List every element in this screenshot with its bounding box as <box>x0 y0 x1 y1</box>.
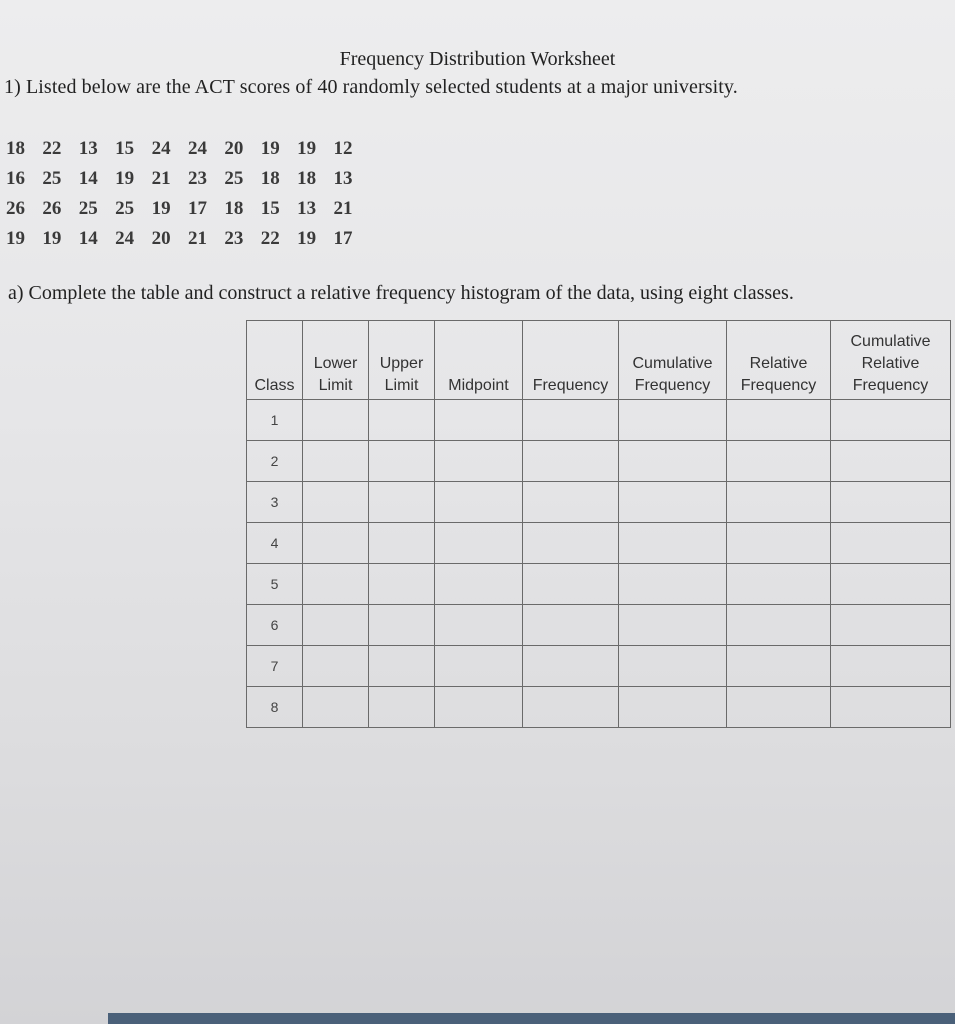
score-value: 18 <box>224 198 244 219</box>
blank-answer-cell[interactable] <box>523 441 619 482</box>
score-value: 20 <box>224 138 244 159</box>
score-value: 13 <box>297 198 317 219</box>
frequency-distribution-table <box>246 320 951 728</box>
score-value: 25 <box>115 198 135 219</box>
score-value: 25 <box>224 168 244 189</box>
blank-answer-cell[interactable] <box>831 687 951 728</box>
column-header-text: Upper <box>379 355 424 372</box>
score-value: 21 <box>187 228 207 249</box>
column-header <box>435 321 523 400</box>
column-header-text: Lower <box>313 355 358 372</box>
column-header <box>247 321 303 400</box>
class-number-cell: 6 <box>247 605 303 646</box>
column-header-text: Relative <box>749 355 808 372</box>
column-header-text: Frequency <box>740 377 817 394</box>
score-value: 18 <box>297 168 317 189</box>
column-header <box>523 321 619 400</box>
blank-answer-cell[interactable] <box>523 605 619 646</box>
score-value: 24 <box>187 138 207 159</box>
blank-answer-cell[interactable] <box>727 605 831 646</box>
blank-answer-cell[interactable] <box>619 646 727 687</box>
blank-answer-cell[interactable] <box>369 400 435 441</box>
score-value: 13 <box>78 138 98 159</box>
score-value: 19 <box>42 228 62 249</box>
score-value: 21 <box>151 168 171 189</box>
blank-answer-cell[interactable] <box>727 564 831 605</box>
score-value: 15 <box>260 198 280 219</box>
score-value: 19 <box>151 198 171 219</box>
blank-answer-cell[interactable] <box>435 400 523 441</box>
score-row <box>6 134 370 164</box>
table-row <box>247 400 951 441</box>
blank-answer-cell[interactable] <box>619 564 727 605</box>
blank-answer-cell[interactable] <box>303 441 369 482</box>
blank-answer-cell[interactable] <box>619 482 727 523</box>
table-row <box>247 523 951 564</box>
blank-answer-cell[interactable] <box>523 482 619 523</box>
worksheet-title <box>0 48 955 71</box>
blank-answer-cell[interactable] <box>523 564 619 605</box>
class-number-cell: 5 <box>247 564 303 605</box>
column-header-text: Limit <box>384 377 419 394</box>
score-value: 21 <box>333 198 353 219</box>
score-value: 24 <box>151 138 171 159</box>
score-value: 18 <box>6 138 25 159</box>
blank-answer-cell[interactable] <box>831 646 951 687</box>
score-value: 16 <box>6 168 25 189</box>
blank-answer-cell[interactable] <box>369 687 435 728</box>
score-value: 19 <box>115 168 135 189</box>
blank-answer-cell[interactable] <box>831 400 951 441</box>
blank-answer-cell[interactable] <box>303 400 369 441</box>
score-value: 25 <box>42 168 62 189</box>
worksheet-title-text: Frequency Distribution Worksheet <box>339 48 616 70</box>
table-row <box>247 646 951 687</box>
column-header <box>727 321 831 400</box>
blank-answer-cell[interactable] <box>435 482 523 523</box>
part-a-instructions: a) Complete the table and construct a relative frequency histogram of the data, using eight classes. <box>8 282 794 304</box>
column-header <box>619 321 727 400</box>
score-value: 23 <box>187 168 207 189</box>
blank-answer-cell[interactable] <box>369 646 435 687</box>
frequency-table-container <box>246 320 950 728</box>
table-row <box>247 482 951 523</box>
class-number-cell: 7 <box>247 646 303 687</box>
score-value: 15 <box>115 138 135 159</box>
score-value: 13 <box>333 168 353 189</box>
column-header-text: Class <box>254 377 295 394</box>
score-value: 22 <box>260 228 280 249</box>
blank-answer-cell[interactable] <box>369 523 435 564</box>
column-header-text: Midpoint <box>448 377 509 394</box>
blank-answer-cell[interactable] <box>523 687 619 728</box>
blank-answer-cell[interactable] <box>619 687 727 728</box>
score-value: 23 <box>224 228 244 249</box>
question-1: 1) Listed below are the ACT scores of 40 randomly selected students at a major university. <box>4 76 738 98</box>
blank-answer-cell[interactable] <box>369 605 435 646</box>
blank-answer-cell[interactable] <box>831 482 951 523</box>
score-value: 18 <box>260 168 280 189</box>
blank-answer-cell[interactable] <box>727 482 831 523</box>
score-value: 25 <box>78 198 98 219</box>
table-row <box>247 441 951 482</box>
blank-answer-cell[interactable] <box>831 523 951 564</box>
class-number-cell: 8 <box>247 687 303 728</box>
score-value: 17 <box>187 198 207 219</box>
column-header-text: Limit <box>318 377 353 394</box>
blank-answer-cell[interactable] <box>619 605 727 646</box>
table-row <box>247 605 951 646</box>
blank-answer-cell[interactable] <box>831 564 951 605</box>
blank-answer-cell[interactable] <box>303 687 369 728</box>
score-row <box>6 224 370 254</box>
blank-answer-cell[interactable] <box>523 400 619 441</box>
blank-answer-cell[interactable] <box>727 523 831 564</box>
blank-answer-cell[interactable] <box>727 400 831 441</box>
score-value: 12 <box>333 138 353 159</box>
blank-answer-cell[interactable] <box>831 605 951 646</box>
blank-answer-cell[interactable] <box>435 441 523 482</box>
blank-answer-cell[interactable] <box>727 646 831 687</box>
score-row <box>6 164 370 194</box>
blank-answer-cell[interactable] <box>303 646 369 687</box>
column-header <box>369 321 435 400</box>
blank-answer-cell[interactable] <box>523 523 619 564</box>
blank-answer-cell[interactable] <box>523 646 619 687</box>
blank-answer-cell[interactable] <box>727 687 831 728</box>
table-header-row <box>247 321 951 400</box>
blank-answer-cell[interactable] <box>619 400 727 441</box>
blank-answer-cell[interactable] <box>619 441 727 482</box>
class-number-cell: 1 <box>247 400 303 441</box>
column-header-text: Cumulative <box>632 355 713 372</box>
score-value: 19 <box>297 228 317 249</box>
column-header-text: Frequency <box>634 377 711 394</box>
blank-answer-cell[interactable] <box>303 482 369 523</box>
blank-answer-cell[interactable] <box>369 482 435 523</box>
score-value: 19 <box>260 138 280 159</box>
blank-answer-cell[interactable] <box>727 441 831 482</box>
class-number-cell: 4 <box>247 523 303 564</box>
score-value: 14 <box>78 228 98 249</box>
blank-answer-cell[interactable] <box>435 523 523 564</box>
score-value: 19 <box>297 138 317 159</box>
score-value: 24 <box>115 228 135 249</box>
column-header-text: Frequency <box>532 377 609 394</box>
column-header <box>303 321 369 400</box>
blank-answer-cell[interactable] <box>619 523 727 564</box>
blank-answer-cell[interactable] <box>303 564 369 605</box>
blank-answer-cell[interactable] <box>369 441 435 482</box>
column-header-text: Relative <box>861 355 920 372</box>
score-value: 26 <box>6 198 25 219</box>
table-row <box>247 687 951 728</box>
column-header-text: Frequency <box>852 377 929 394</box>
score-value: 22 <box>42 138 62 159</box>
blank-answer-cell[interactable] <box>435 564 523 605</box>
table-body <box>247 400 951 728</box>
score-value: 20 <box>151 228 171 249</box>
score-row <box>6 194 370 224</box>
blank-answer-cell[interactable] <box>303 523 369 564</box>
screen-bottom-edge <box>108 1013 955 1024</box>
class-number-cell: 3 <box>247 482 303 523</box>
score-value: 17 <box>333 228 353 249</box>
column-header <box>831 321 951 400</box>
table-row <box>247 564 951 605</box>
blank-answer-cell[interactable] <box>831 441 951 482</box>
score-value: 26 <box>42 198 62 219</box>
class-number-cell: 2 <box>247 441 303 482</box>
blank-answer-cell[interactable] <box>303 605 369 646</box>
blank-answer-cell[interactable] <box>435 605 523 646</box>
blank-answer-cell[interactable] <box>369 564 435 605</box>
score-value: 19 <box>6 228 25 249</box>
score-value: 14 <box>78 168 98 189</box>
blank-answer-cell[interactable] <box>435 687 523 728</box>
blank-answer-cell[interactable] <box>435 646 523 687</box>
act-scores-grid <box>6 134 370 254</box>
column-header-text: Cumulative <box>850 333 931 350</box>
